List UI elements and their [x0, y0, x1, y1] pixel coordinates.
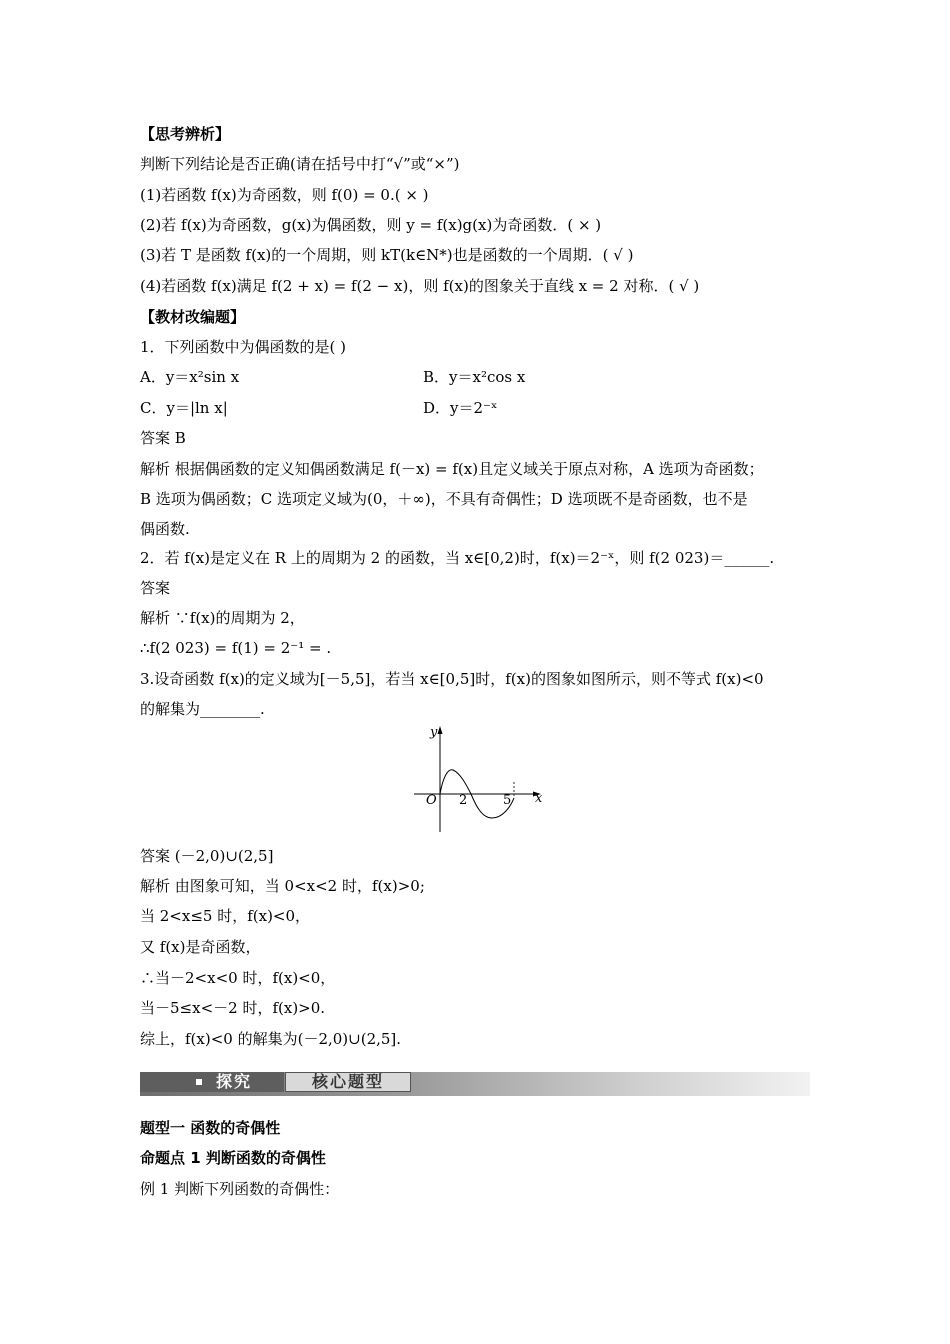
point-title: 命题点 1 判断函数的奇偶性: [140, 1149, 326, 1167]
q1-stem: 1．下列函数中为偶函数的是( ): [140, 338, 347, 356]
q1-option-d: D．y＝2⁻ˣ: [423, 399, 498, 417]
tick-label-2: 2: [459, 793, 468, 808]
tick-label-5: 5: [503, 793, 512, 808]
think-intro: 判断下列结论是否正确(请在括号中打“√”或“×”): [140, 155, 460, 173]
section-heading-textbook: 【教材改编题】: [140, 308, 246, 326]
q3-answer: 答案 (－2,0)∪(2,5]: [140, 847, 274, 865]
type-title: 题型一 函数的奇偶性: [140, 1119, 281, 1137]
q2-analysis-line-2: ∴f(2 023) = f(1) = 2⁻¹ = .: [140, 639, 332, 657]
q2-stem: 2．若 f(x)是定义在 R 上的周期为 2 的函数，当 x∈[0,2)时，f(x)＝2⁻ˣ，则 f(2 023)＝______.: [140, 549, 775, 567]
think-item-4: (4)若函数 f(x)满足 f(2 + x) = f(2 − x)，则 f(x)的图象关于直线 x = 2 对称．( √ ): [140, 277, 700, 295]
q3-analysis-line-6: 综上，f(x)<0 的解集为(－2,0)∪(2,5].: [140, 1030, 402, 1048]
banner-explore-label: 探究: [216, 1072, 253, 1091]
banner-explore-block: [140, 1072, 284, 1092]
y-axis-arrow: [438, 726, 443, 734]
section-heading-think: 【思考辨析】: [140, 125, 231, 143]
q1-option-c: C．y＝|ln x|: [140, 399, 228, 417]
q3-analysis-line-3: 又 f(x)是奇函数，: [140, 938, 261, 956]
example-1: 例 1 判断下列函数的奇偶性：: [140, 1180, 340, 1198]
q1-option-b: B．y＝x²cos x: [423, 368, 526, 386]
q3-stem-line-1: 3.设奇函数 f(x)的定义域为[－5,5]，若当 x∈[0,5]时，f(x)的图象如图所示，则不等式 f(x)<0: [140, 670, 764, 688]
q3-stem-line-2: 的解集为________.: [140, 700, 265, 718]
q1-analysis-line-1: 解析 根据偶函数的定义知偶函数满足 f(－x) = f(x)且定义域关于原点对称，A 选项为奇函数；: [140, 460, 764, 478]
q1-option-a: A．y＝x²sin x: [140, 368, 240, 386]
q2-answer: 答案: [140, 579, 171, 597]
q3-analysis-line-5: 当－5≤x<－2 时，f(x)>0.: [140, 999, 326, 1017]
think-item-1: (1)若函数 f(x)为奇函数，则 f(0) = 0.( × ): [140, 186, 429, 204]
think-item-3: (3)若 T 是函数 f(x)的一个周期，则 kT(k∈N*)也是函数的一个周期．( √ ): [140, 246, 634, 264]
q3-function-graph: [410, 722, 545, 837]
q1-answer: 答案 B: [140, 429, 186, 447]
think-item-2: (2)若 f(x)为奇函数，g(x)为偶函数，则 y = f(x)g(x)为奇函数．( × ): [140, 216, 602, 234]
origin-label: O: [426, 793, 437, 808]
q3-analysis-line-1: 解析 由图象可知，当 0<x<2 时，f(x)>0;: [140, 877, 425, 895]
q2-analysis-line-1: 解析 ∵f(x)的周期为 2，: [140, 609, 305, 627]
square-bullet-icon: [196, 1079, 202, 1085]
banner-core-label: 核心题型: [285, 1072, 411, 1092]
y-axis-label: y: [430, 725, 438, 740]
q1-analysis-line-3: 偶函数.: [140, 520, 190, 538]
x-axis-label: x: [535, 791, 543, 806]
q3-analysis-line-4: ∴当－2<x<0 时，f(x)<0，: [140, 969, 336, 987]
q3-analysis-line-2: 当 2<x≤5 时，f(x)<0，: [140, 907, 311, 925]
q1-analysis-line-2: B 选项为偶函数；C 选项定义域为(0，＋∞)，不具有奇偶性；D 选项既不是奇函数，也不是: [140, 490, 748, 508]
